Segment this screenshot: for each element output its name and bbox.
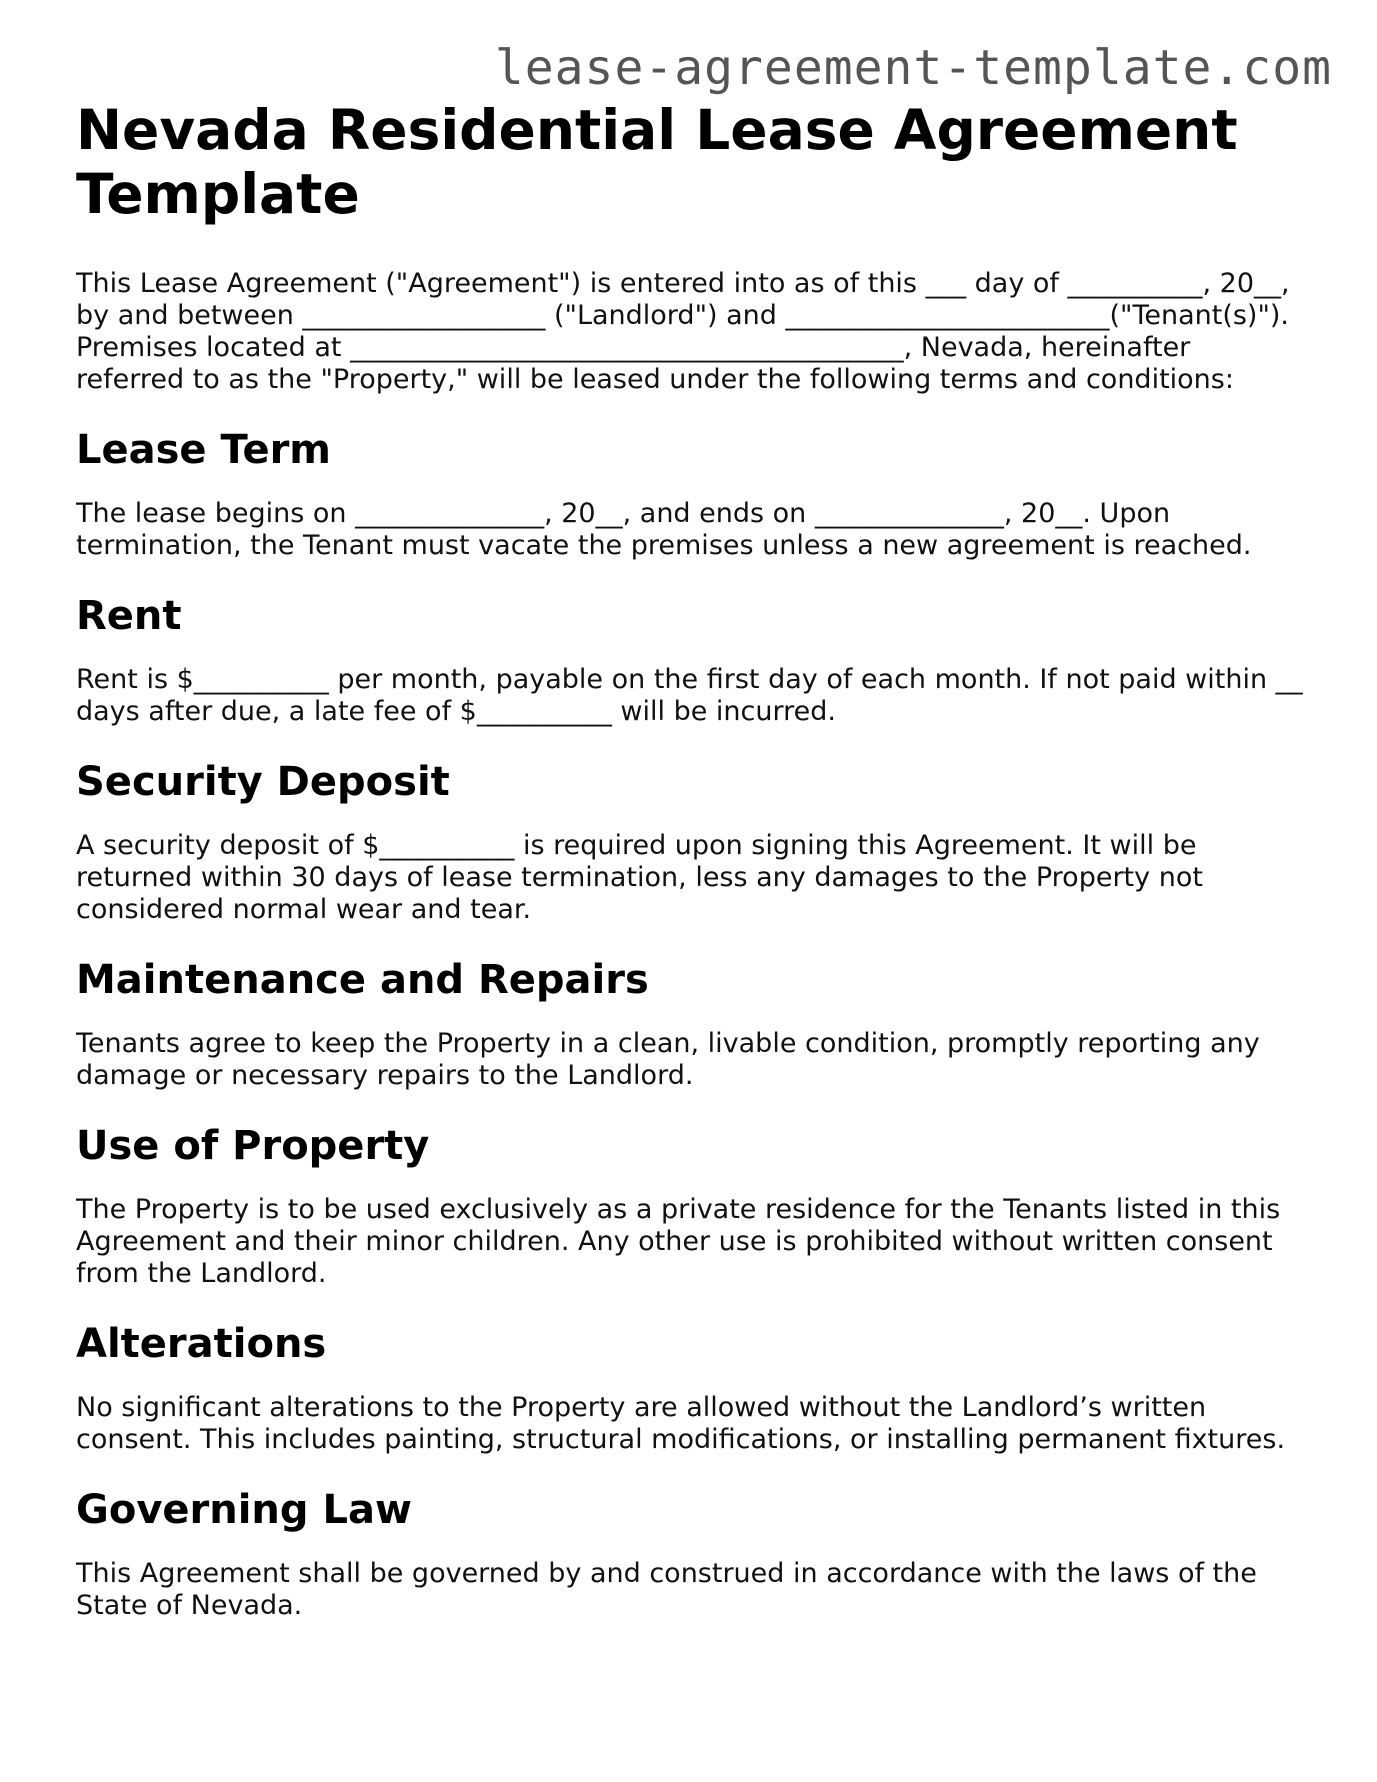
section-use-of-property [76,1122,1306,1290]
section-lease-term [76,426,1306,562]
section-heading: Maintenance and Repairs [76,957,649,1003]
document-body [76,98,1306,1622]
section-rent [76,592,1306,728]
section-heading: Rent [76,593,182,639]
site-watermark: lease-agreement-template.com [494,40,1332,96]
section-body: A security deposit of $__________ is required upon signing this Agreement. It will be returned within 30 days of lease termination, less any damages to the Property not considered normal wear and tear. [76,830,1203,925]
section-security-deposit [76,758,1306,926]
section-body: This Agreement shall be governed by and construed in accordance with the laws of the State of Nevada. [76,1558,1257,1621]
section-heading: Use of Property [76,1123,430,1169]
section-body: Rent is $__________ per month, payable on the first day of each month. If not paid within __ days after due, a late fee of $__________ will be incurred. [76,664,1303,727]
section-governing-law [76,1486,1306,1622]
section-heading: Lease Term [76,427,331,473]
intro-paragraph: This Lease Agreement ("Agreement") is entered into as of this ___ day of __________, 20__, by and between __________________ ("Landlord") and ________________________("Tenant(s)"). Premises located at _________________________________________, Nevada, hereinafter referred to as the "Property," will be leased under the following terms and conditions: [76,268,1290,395]
section-heading: Security Deposit [76,759,450,805]
section-body: The Property is to be used exclusively as a private residence for the Tenants listed in this Agreement and their minor children. Any other use is prohibited without written consent from the Landlord. [76,1194,1281,1289]
section-body: No significant alterations to the Property are allowed without the Landlord’s written consent. This includes painting, structural modifications, or installing permanent fixtures. [76,1392,1286,1455]
section-body: Tenants agree to keep the Property in a clean, livable condition, promptly reporting any damage or necessary repairs to the Landlord. [76,1028,1260,1091]
section-heading: Alterations [76,1321,327,1367]
section-alterations [76,1320,1306,1456]
section-maintenance-and-repairs [76,956,1306,1092]
document-title: Nevada Residential Lease Agreement Template [76,98,1238,226]
section-body: The lease begins on ______________, 20__, and ends on ______________, 20__. Upon termination, the Tenant must vacate the premises unless a new agreement is reached. [76,498,1252,561]
section-heading: Governing Law [76,1487,412,1533]
